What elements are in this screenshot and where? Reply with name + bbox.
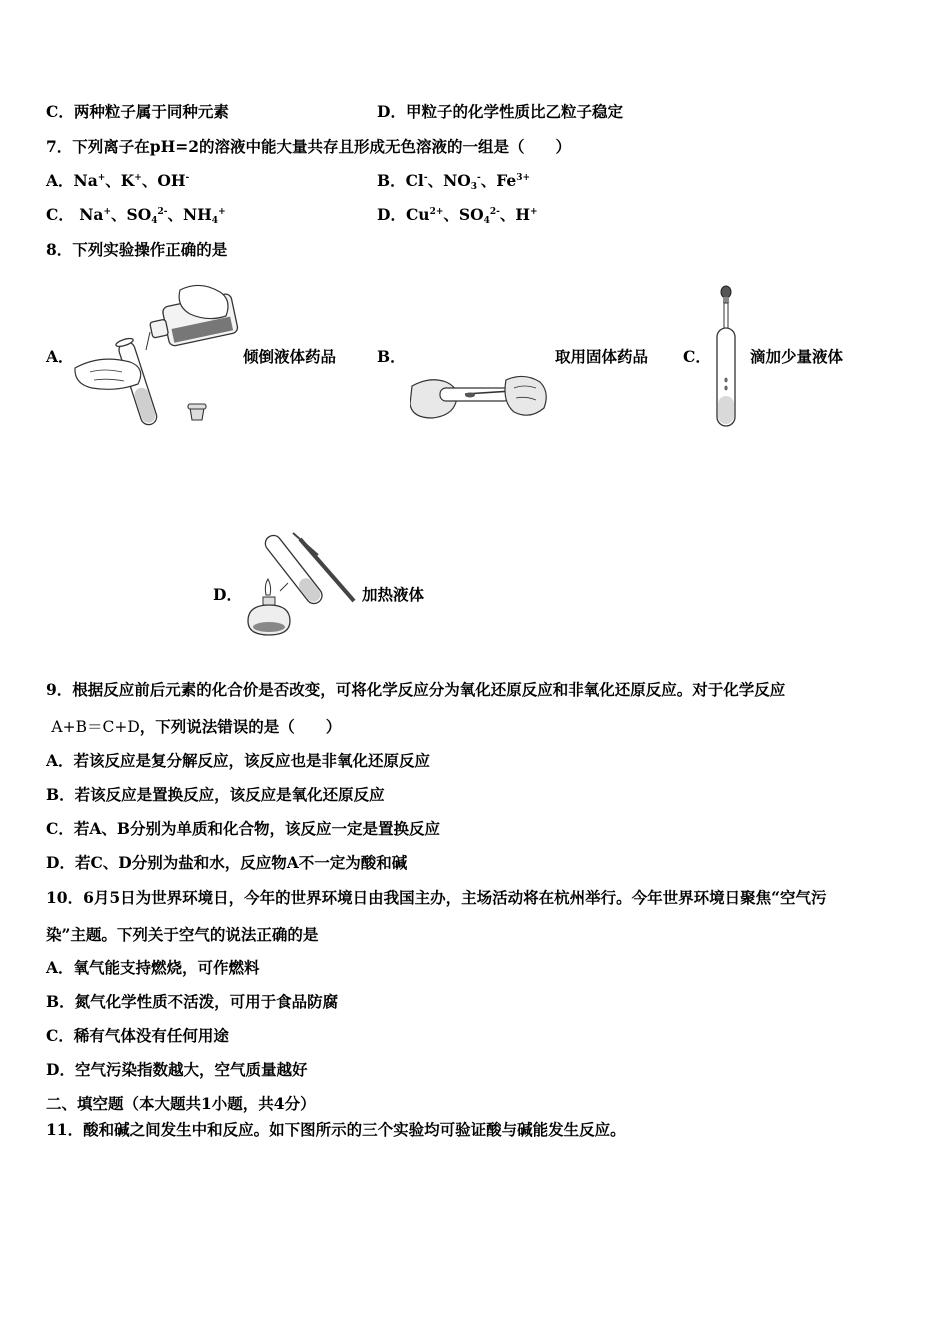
- q6-option-c: C．两种粒子属于同种元素: [46, 102, 229, 121]
- q7-option-b: B．Cl-、$NO_3^-$、$Fe^{3+}$: [377, 171, 531, 192]
- q10-option-b: B．氮气化学性质不活泼，可用于食品防腐: [46, 992, 339, 1011]
- heating-liquid-figure: [238, 525, 358, 643]
- q7-stem: 7．下列离子在pH=2的溶液中能大量共存且形成无色溶液的一组是（ ）: [46, 137, 572, 156]
- q8-option-b-letter: B．: [377, 347, 406, 366]
- q7-option-d: D．$Cu^{2+}$、$SO_4^{2-}$、H+: [377, 205, 538, 226]
- q8-stem: 8．下列实验操作正确的是: [46, 240, 228, 259]
- q10-stem-line2: 染”主题。下列关于空气的说法正确的是: [46, 925, 319, 944]
- q8-option-b-text: 取用固体药品: [555, 347, 649, 366]
- q8-option-d-text: 加热液体: [362, 585, 425, 604]
- q9-option-d: D．若C、D分别为盐和水，反应物A不一定为酸和碱: [46, 853, 408, 872]
- q8-option-c-text: 滴加少量液体: [750, 347, 844, 366]
- q9-stem-line2: A+B＝C+D，下列说法错误的是（ ）: [51, 717, 342, 736]
- q7-option-c: C． Na+、$SO_4^{2-}$、$NH_4^+$: [46, 205, 226, 226]
- q7-option-a: A．Na+、K+、OH-: [46, 171, 190, 190]
- q8-option-a-letter: A．: [46, 347, 74, 366]
- dropper-figure: [710, 284, 742, 430]
- q6-option-d: D．甲粒子的化学性质比乙粒子稳定: [377, 102, 623, 121]
- q10-option-c: C．稀有气体没有任何用途: [46, 1026, 229, 1045]
- section-heading-fill-in: 二、填空题（本大题共1小题，共4分）: [46, 1094, 316, 1113]
- q10-stem-line1: 10．6月5日为世界环境日，今年的世界环境日由我国主办，主场活动将在杭州举行。今年世界环境日聚焦“空气污: [46, 888, 827, 907]
- q9-option-a: A．若该反应是复分解反应，该反应也是非氧化还原反应: [46, 751, 431, 770]
- q9-option-c: C．若A、B分别为单质和化合物，该反应一定是置换反应: [46, 819, 440, 838]
- solid-sampling-figure: [410, 370, 550, 425]
- q11-stem: 11．酸和碱之间发生中和反应。如下图所示的三个实验均可验证酸与碱能发生反应。: [46, 1120, 626, 1139]
- q8-option-a-text: 倾倒液体药品: [243, 347, 337, 366]
- q9-stem-line1: 9．根据反应前后元素的化合价是否改变，可将化学反应分为氧化还原反应和非氧化还原反应。对于化学反应: [46, 680, 786, 699]
- q8-option-d-letter: D．: [213, 585, 242, 604]
- q9-equation: A+B＝C+D: [51, 718, 140, 736]
- q10-option-a: A．氧气能支持燃烧，可作燃料: [46, 958, 260, 977]
- q8-option-c-letter: C．: [683, 347, 711, 366]
- q10-option-d: D．空气污染指数越大，空气质量越好: [46, 1060, 308, 1079]
- q9-option-b: B．若该反应是置换反应，该反应是氧化还原反应: [46, 785, 385, 804]
- pouring-liquid-figure: [70, 280, 240, 435]
